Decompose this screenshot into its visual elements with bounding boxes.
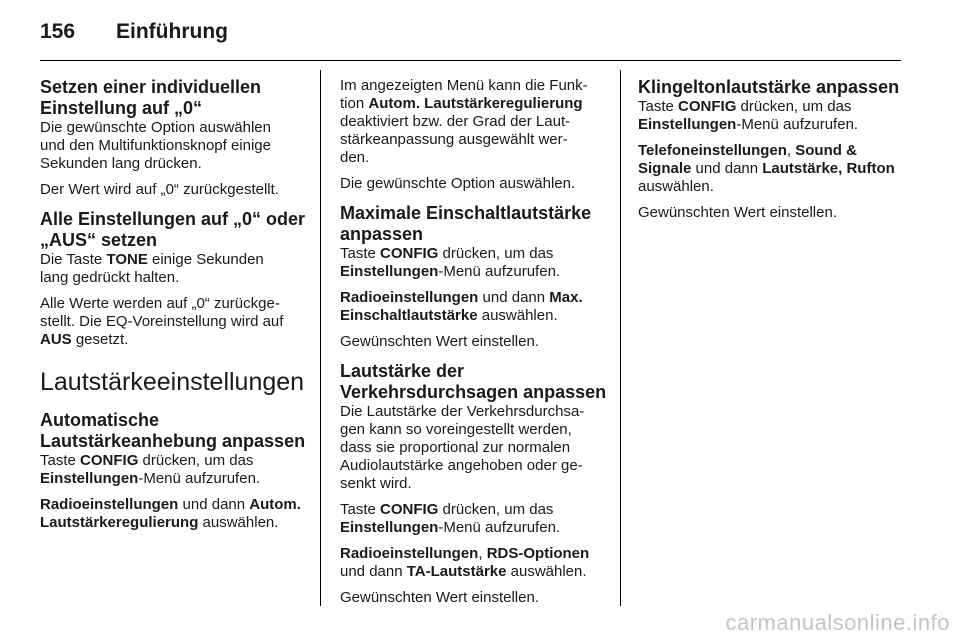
page-header xyxy=(40,20,900,44)
page-number: 156 xyxy=(40,20,76,43)
column-1 xyxy=(40,77,310,540)
paragraph: Die Lautstärke der Verkehrsdurchsa- gen kann so voreingestellt werden, dass sie proportional zur normalen Audiolautstärke angehoben oder ge- senkt wird. xyxy=(340,403,585,492)
paragraph: Gewünschten Wert einstellen. xyxy=(638,204,837,221)
paragraph: Taste CONFIG drücken, um das Einstellungen-Menü aufzurufen. xyxy=(40,452,261,487)
column-divider-1 xyxy=(320,70,321,606)
paragraph: Telefoneinstellungen, Sound & Signale und dann Lautstärke, Rufton auswählen. xyxy=(638,142,895,195)
paragraph: Die gewünschte Option auswählen. xyxy=(340,175,576,192)
paragraph: Alle Werte werden auf „0“ zurückge- stellt. Die EQ-Voreinstellung wird auf AUS gesetzt. xyxy=(40,295,284,348)
section-heading-all-reset: Alle Einstellungen auf „0“ oder „AUS“ setzen xyxy=(40,209,306,250)
paragraph: Taste CONFIG drücken, um das Einstellungen-Menü aufzurufen. xyxy=(638,98,859,133)
section-heading-auto-volume: Automatische Lautstärkeanhebung anpassen xyxy=(40,410,306,451)
column-2 xyxy=(340,77,610,615)
section-heading-ringtone-volume: Klingeltonlautstärke anpassen xyxy=(638,77,900,97)
paragraph: Die gewünschte Option auswählen und den Multifunktionsknopf einige Sekunden lang drücken. xyxy=(40,119,271,172)
main-section-heading: Lautstärkeeinstellungen xyxy=(40,368,305,396)
paragraph: Im angezeigten Menü kann die Funk- tion Autom. Lautstärkeregulierung deaktiviert bzw. der Grad der Laut- stärkeanpassung ausgewählt wer- den. xyxy=(340,77,588,166)
section-heading-max-volume: Maximale Einschaltlautstärke anpassen xyxy=(340,203,592,244)
chapter-title: Einführung xyxy=(116,20,228,43)
watermark: carmanualsonline.info xyxy=(725,610,950,635)
paragraph: Taste CONFIG drücken, um das Einstellungen-Menü aufzurufen. xyxy=(340,245,561,280)
header-rule xyxy=(40,60,901,61)
paragraph: Die Taste TONE einige Sekunden lang gedrückt halten. xyxy=(40,251,264,286)
paragraph: Radioeinstellungen, RDS-Optionen und dann TA-Lautstärke auswählen. xyxy=(340,545,590,580)
section-heading-traffic-volume: Lautstärke der Verkehrsdurchsagen anpassen xyxy=(340,361,607,402)
column-divider-2 xyxy=(620,70,621,606)
paragraph: Gewünschten Wert einstellen. xyxy=(340,589,539,606)
paragraph: Der Wert wird auf „0“ zurückgestellt. xyxy=(40,181,279,198)
paragraph: Gewünschten Wert einstellen. xyxy=(340,333,539,350)
paragraph: Radioeinstellungen und dann Max. Einschaltlautstärke auswählen. xyxy=(340,289,583,324)
paragraph: Radioeinstellungen und dann Autom. Lautstärkeregulierung auswählen. xyxy=(40,496,301,531)
section-heading-individual-reset: Setzen einer individuellen Einstellung auf „0“ xyxy=(40,77,262,118)
column-3 xyxy=(638,77,903,230)
paragraph: Taste CONFIG drücken, um das Einstellungen-Menü aufzurufen. xyxy=(340,501,561,536)
